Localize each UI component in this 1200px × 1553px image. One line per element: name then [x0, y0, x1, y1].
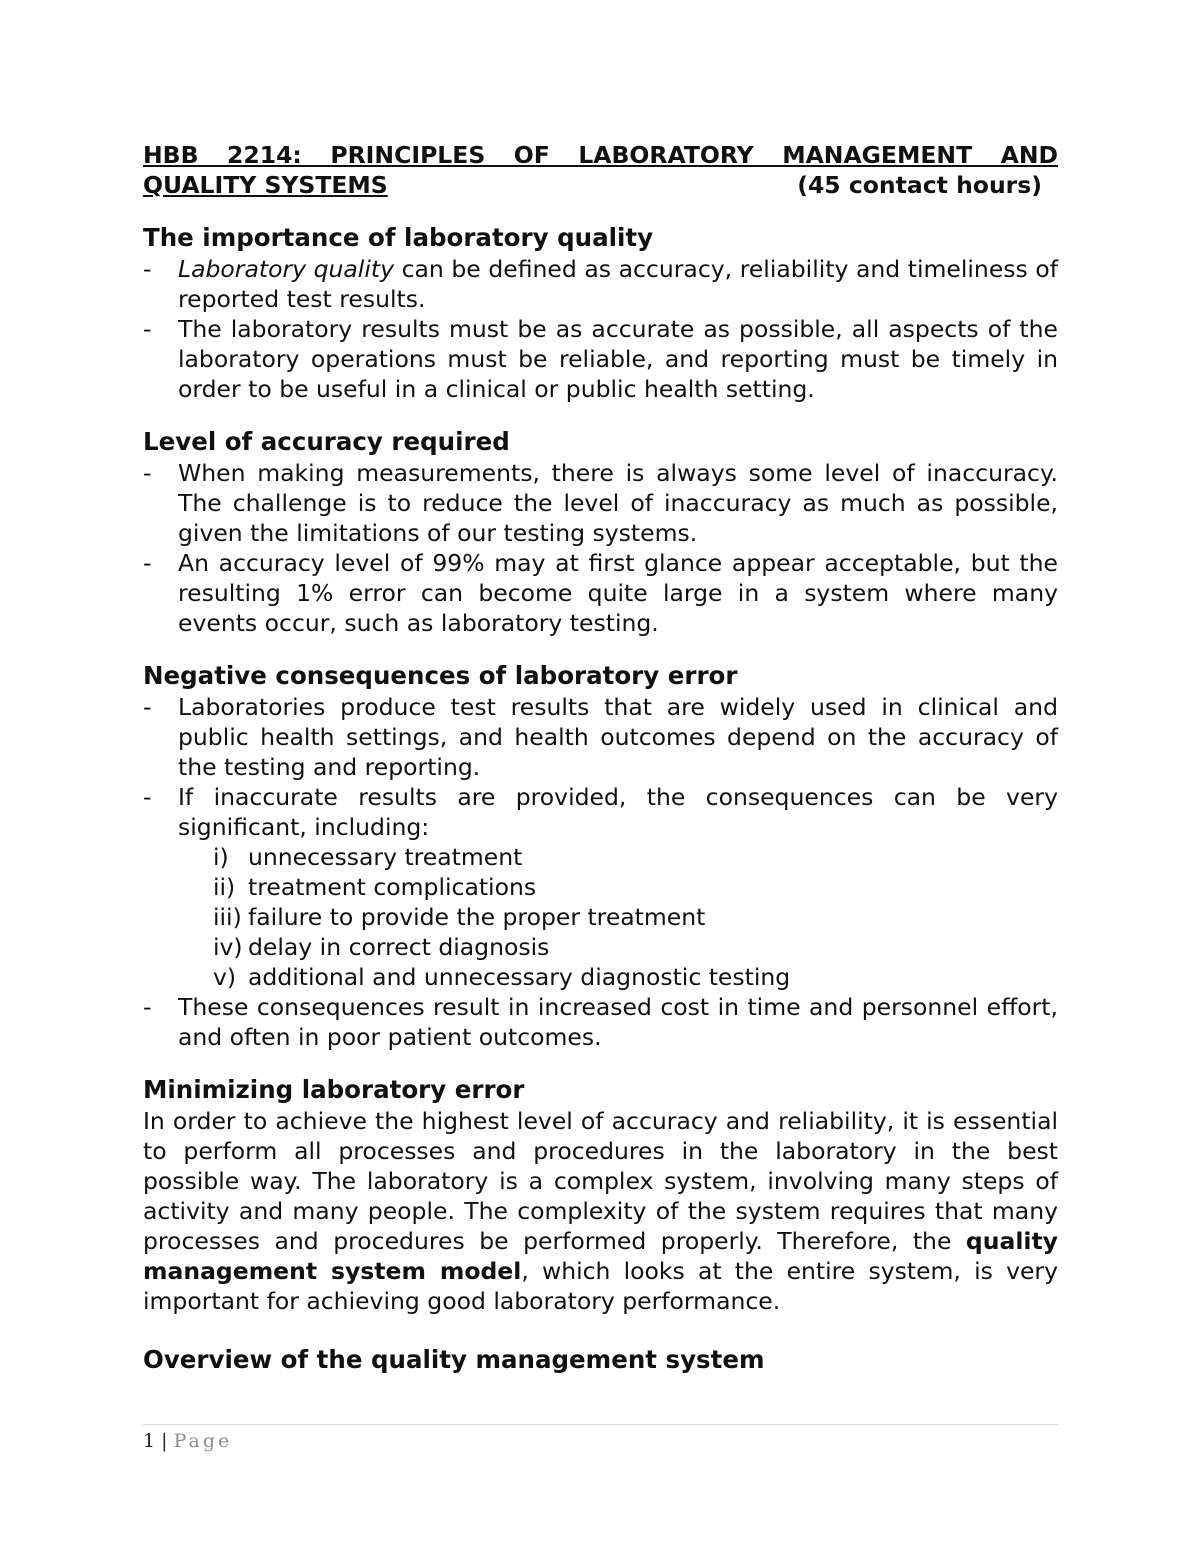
document-page — [143, 140, 1058, 1376]
list-item: - Laboratories produce test results that are widely used in clinical and public health settings, and health outcomes depend on the accuracy of the testing and reporting. — [143, 692, 1058, 782]
footer-separator: | — [161, 1430, 168, 1452]
list-item — [143, 782, 1058, 842]
paragraph-text: In order to achieve the highest level of accuracy and reliability, it is essential to perform all processes and procedures in the laboratory in the best possible way. The laboratory is a complex system, involving many steps of activity and many people. The complexity of the system requires that many processes and procedures be performed properly. Therefore, the — [143, 1107, 1058, 1255]
heading-accuracy: Level of accuracy required — [143, 427, 510, 456]
sublist-number: v) — [213, 963, 237, 991]
sublist-text: unnecessary treatment — [248, 843, 523, 871]
list-item-text: If inaccurate results are provided, the consequences can be very significant, including: — [178, 783, 1058, 841]
list-item: - When making measurements, there is always some level of inaccuracy. The challenge is to reduce the level of inaccuracy as much as possible, given the limitations of our testing systems. — [143, 458, 1058, 548]
course-title-line2 — [143, 170, 1058, 200]
sublist-item — [143, 872, 1058, 902]
importance-list — [143, 254, 1058, 404]
sublist-item — [143, 962, 1058, 992]
course-title-continued: QUALITY SYSTEMS — [143, 171, 388, 199]
consequences-sublist — [143, 842, 1058, 992]
contact-hours: (45 contact hours) — [797, 171, 1042, 199]
heading-importance: The importance of laboratory quality — [143, 223, 654, 252]
footer-divider — [143, 1424, 1058, 1425]
sublist-text: additional and unnecessary diagnostic testing — [248, 963, 791, 991]
sublist-number: iv) — [213, 933, 243, 961]
emphasis-term: Laboratory quality — [178, 255, 394, 283]
list-item: - The laboratory results must be as accurate as possible, all aspects of the laboratory operations must be reliable, and reporting must be timely in order to be useful in a clinical or public health setting. — [143, 314, 1058, 404]
sublist-text: failure to provide the proper treatment — [248, 903, 706, 931]
page-footer — [143, 1430, 232, 1452]
sublist-text: treatment complications — [248, 873, 537, 901]
heading-minimizing: Minimizing laboratory error — [143, 1075, 525, 1104]
heading-overview: Overview of the quality management system — [143, 1345, 765, 1374]
consequences-list — [143, 692, 1058, 842]
paragraph-text: , which looks at the entire system, is very important for achieving good laboratory performance. — [143, 1257, 1059, 1315]
list-item-text: can be defined as accuracy, reliability and timeliness of reported test results. — [178, 255, 1059, 313]
sublist-number: iii) — [213, 903, 242, 931]
sublist-item — [143, 842, 1058, 872]
sublist-item — [143, 902, 1058, 932]
accuracy-list — [143, 458, 1058, 638]
sublist-text: delay in correct diagnosis — [248, 933, 550, 961]
minimizing-paragraph — [143, 1106, 1058, 1316]
sublist-number: i) — [213, 843, 229, 871]
list-item: - These consequences result in increased cost in time and personnel effort, and often in poor patient outcomes. — [143, 992, 1058, 1052]
sublist-item — [143, 932, 1058, 962]
page-number: 1 — [143, 1430, 156, 1452]
list-item — [143, 254, 1058, 314]
sublist-number: ii) — [213, 873, 236, 901]
course-title: HBB 2214: PRINCIPLES OF LABORATORY MANAGEMENT AND — [143, 141, 1058, 169]
consequences-list-continued — [143, 992, 1058, 1052]
page-label: Page — [173, 1430, 233, 1452]
heading-consequences: Negative consequences of laboratory error — [143, 661, 738, 690]
bold-term: quality management system model — [143, 1227, 1058, 1285]
list-item: - An accuracy level of 99% may at first glance appear acceptable, but the resulting 1% error can become quite large in a system where many events occur, such as laboratory testing. — [143, 548, 1058, 638]
